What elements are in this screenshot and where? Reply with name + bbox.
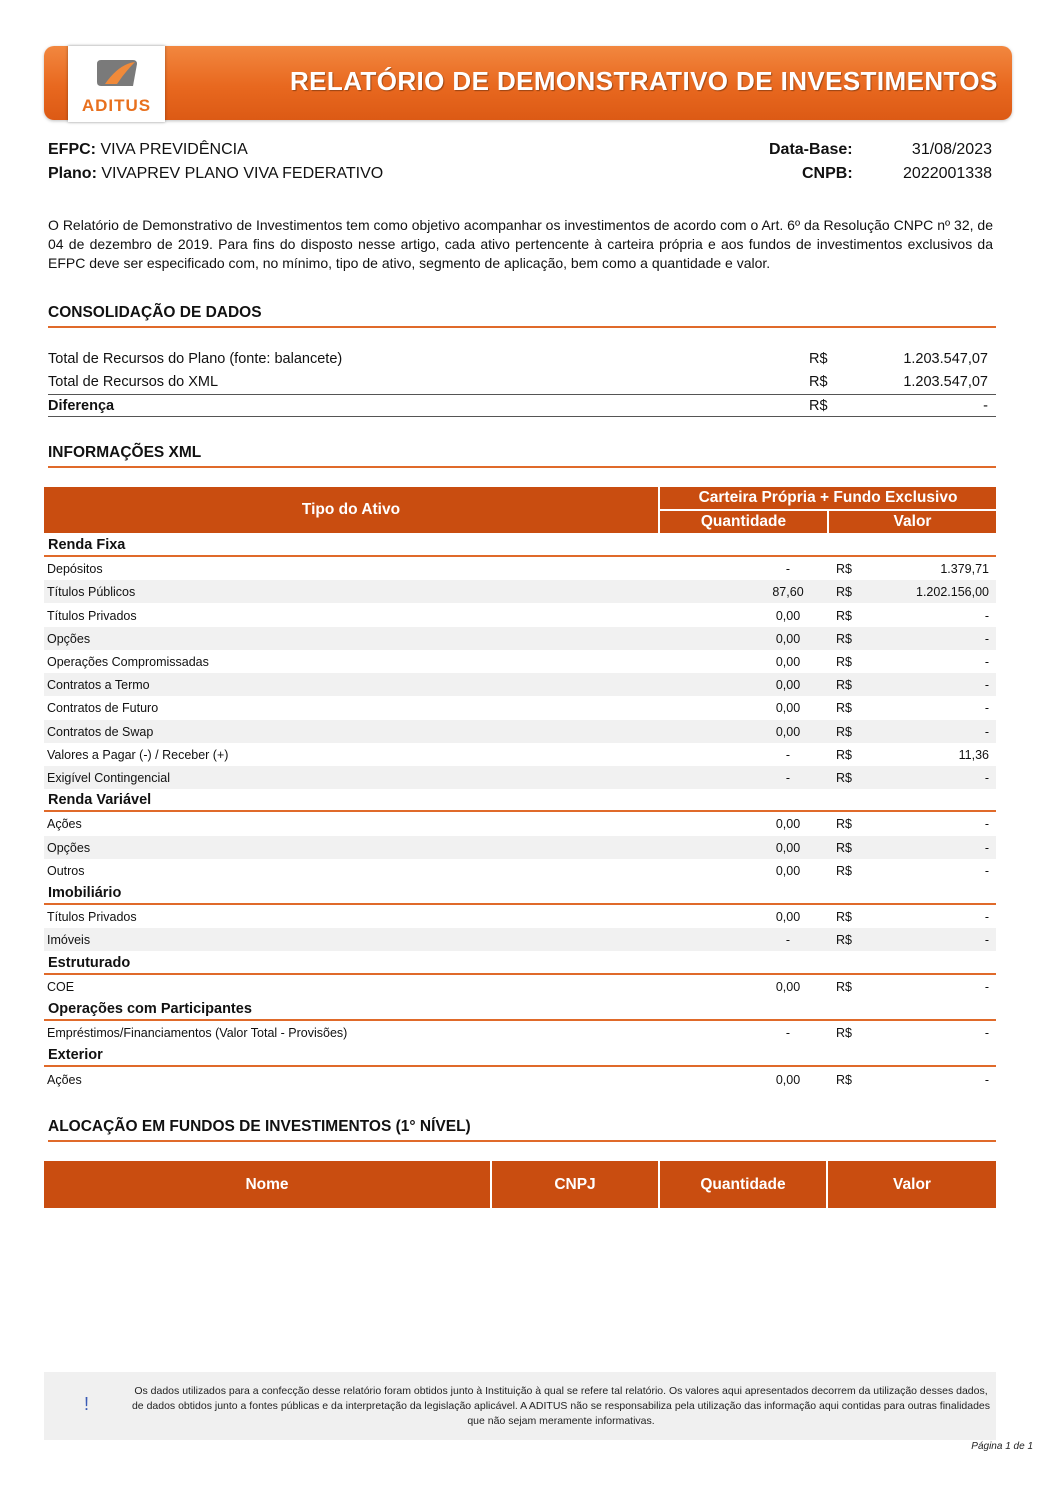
- logo-icon: [95, 56, 139, 90]
- table-row: [44, 812, 996, 835]
- th-nome: Nome: [44, 1161, 490, 1208]
- cell-qtd: 87,60: [772, 585, 804, 600]
- cell-valor: 11,36: [958, 747, 989, 762]
- cell-tipo: Exigível Contingencial: [47, 771, 170, 785]
- cons-row-diferenca: Diferença R$ -: [48, 394, 996, 417]
- table-row: [44, 1021, 996, 1044]
- cell-qtd: -: [785, 1026, 791, 1041]
- cell-tipo: Contratos a Termo: [47, 678, 150, 693]
- cell-valor: -: [984, 1072, 989, 1087]
- th-alocacao-quantidade: Quantidade: [660, 1161, 826, 1208]
- cell-qtd: -: [785, 933, 791, 948]
- cell-tipo: Opções: [47, 840, 91, 855]
- cell-cur: R$: [836, 724, 852, 739]
- cell-valor: -: [984, 910, 989, 925]
- cell-valor: -: [984, 655, 989, 669]
- database-value: 31/08/2023: [911, 141, 992, 158]
- table-row: [44, 859, 996, 882]
- cell-valor: -: [984, 771, 989, 785]
- cell-tipo: Contratos de Swap: [47, 724, 154, 739]
- cell-valor: -: [984, 631, 989, 646]
- th-quantidade: Quantidade: [660, 511, 827, 533]
- cell-qtd: 0,00: [775, 701, 801, 716]
- cell-valor: -: [984, 863, 989, 878]
- cell-cur: R$: [836, 631, 852, 646]
- cell-qtd: 0,00: [775, 1072, 801, 1087]
- th-cnpj: CNPJ: [492, 1161, 658, 1208]
- table-row: [44, 650, 996, 673]
- cell-tipo: Imóveis: [47, 933, 91, 948]
- th-valor: Valor: [829, 511, 996, 533]
- cell-cur: R$: [836, 678, 852, 693]
- disclaimer-box: [44, 1372, 996, 1440]
- cell-tipo: Operações Compromissadas: [47, 655, 209, 669]
- category-header: Exterior: [44, 1044, 996, 1067]
- cell-tipo: Títulos Privados: [47, 608, 137, 623]
- intro-paragraph: O Relatório de Demonstrativo de Investimentos tem como objetivo acompanhar os investimentos de acordo com o Art. 6º da Resolução CNPC nº 32, de 04 de dezembro de 2019. Para fins do disposto nesse artigo, cada ativo pertencente à carteira própria e aos fundos de investimentos exclusivos da EFPC deve ser especificado com, no mínimo, tipo de ativo, segmento de aplicação, bem como a quantidade e valor.: [48, 217, 993, 271]
- page-number: Página 1 de 1: [971, 1441, 1033, 1452]
- category-header: Operações com Participantes: [44, 998, 996, 1021]
- cell-tipo: Títulos Privados: [47, 910, 137, 925]
- cell-valor: -: [984, 678, 989, 693]
- cons-row: Total de Recursos do XML R$ 1.203.547,07: [48, 374, 988, 390]
- th-alocacao-valor: Valor: [828, 1161, 996, 1208]
- cell-cur: R$: [836, 608, 852, 623]
- cell-cur: R$: [836, 979, 852, 994]
- section-alocacao-title: ALOCAÇÃO EM FUNDOS DE INVESTIMENTOS (1° NÍVEL): [48, 1118, 996, 1142]
- cell-cur: R$: [836, 747, 852, 762]
- category-header: Renda Fixa: [44, 534, 996, 557]
- table-row: [44, 673, 996, 696]
- cell-qtd: 0,00: [775, 863, 801, 878]
- cell-tipo: Contratos de Futuro: [47, 701, 159, 716]
- efpc-value: VIVA PREVIDÊNCIA: [100, 141, 248, 158]
- cell-tipo: Opções: [47, 631, 91, 646]
- cell-tipo: Depósitos: [47, 562, 103, 577]
- cell-cur: R$: [836, 933, 852, 948]
- cell-valor: -: [984, 979, 989, 994]
- cell-cur: R$: [836, 771, 852, 785]
- cell-valor: 1.379,71: [940, 562, 989, 577]
- database-label: Data-Base:: [769, 141, 853, 158]
- cnpb-label: CNPB:: [802, 165, 853, 182]
- cell-cur: R$: [836, 863, 852, 878]
- cell-qtd: 0,00: [775, 817, 801, 832]
- cell-valor: -: [984, 933, 989, 948]
- cell-qtd: 0,00: [775, 840, 801, 855]
- aditus-logo: [68, 46, 165, 122]
- category-header: Estruturado: [44, 952, 996, 975]
- category-header: Renda Variável: [44, 789, 996, 812]
- cell-qtd: 0,00: [775, 608, 801, 623]
- cell-qtd: 0,00: [775, 678, 801, 693]
- cell-tipo: Outros: [47, 863, 85, 878]
- disclaimer-text: Os dados utilizados para a confecção desse relatório foram obtidos junto à Instituição à qual se refere tal relatório. Os valores aqui apresentados decorrem da utilização desses dados, de dados obtidos junto a fontes públicas e da interpretação da legislação aplicável. A ADITUS não se responsabiliza pela utilização das informação aqui contidas para outras finalidades que não sejam meramente informativas.: [131, 1385, 991, 1427]
- cell-cur: R$: [836, 1026, 852, 1041]
- cell-valor: 1.202.156,00: [916, 585, 989, 600]
- plano-line: [48, 165, 383, 183]
- cell-cur: R$: [836, 817, 852, 832]
- table-row: [44, 696, 996, 719]
- table-row: [44, 766, 996, 789]
- cell-tipo: Ações: [47, 1072, 82, 1087]
- report-title: RELATÓRIO DE DEMONSTRATIVO DE INVESTIMENTOS: [290, 66, 998, 96]
- efpc-line: [48, 141, 248, 159]
- cell-valor: -: [984, 1026, 989, 1041]
- table-row: [44, 720, 996, 743]
- cell-cur: R$: [836, 655, 852, 669]
- plano-label: Plano:: [48, 165, 97, 182]
- category-header: Imobiliário: [44, 882, 996, 905]
- cell-qtd: 0,00: [775, 655, 801, 669]
- cell-qtd: -: [785, 562, 791, 577]
- th-carteira-group: Carteira Própria + Fundo Exclusivo: [660, 487, 996, 509]
- section-consolidacao-title: CONSOLIDAÇÃO DE DADOS: [48, 304, 996, 328]
- cell-tipo: Ações: [47, 817, 82, 832]
- cell-cur: R$: [836, 701, 852, 716]
- table-row: [44, 627, 996, 650]
- cell-tipo: Valores a Pagar (-) / Receber (+): [47, 747, 229, 762]
- cell-qtd: 0,00: [775, 979, 801, 994]
- section-xml-title: INFORMAÇÕES XML: [48, 444, 996, 468]
- table-row: [44, 1068, 996, 1091]
- cell-qtd: -: [785, 747, 791, 762]
- plano-value: VIVAPREV PLANO VIVA FEDERATIVO: [101, 165, 384, 182]
- table-row: [44, 580, 996, 603]
- cell-cur: R$: [836, 585, 852, 600]
- cell-cur: R$: [836, 910, 852, 925]
- cell-qtd: 0,00: [775, 631, 801, 646]
- table-row: [44, 928, 996, 951]
- th-tipo-ativo: Tipo do Ativo: [44, 487, 658, 533]
- table-row: [44, 905, 996, 928]
- cell-cur: R$: [836, 1072, 852, 1087]
- table-row: [44, 836, 996, 859]
- table-row: [44, 557, 996, 580]
- cell-valor: -: [984, 817, 989, 832]
- cell-cur: R$: [836, 562, 852, 577]
- cell-valor: -: [984, 840, 989, 855]
- cell-valor: -: [984, 701, 989, 716]
- cell-tipo: Títulos Públicos: [47, 585, 136, 600]
- report-header: [44, 46, 1012, 120]
- cell-cur: R$: [836, 840, 852, 855]
- cnpb-value: 2022001338: [903, 165, 992, 182]
- cell-qtd: 0,00: [775, 724, 801, 739]
- table-row: [44, 743, 996, 766]
- cell-qtd: -: [785, 771, 791, 785]
- table-row: [44, 975, 996, 998]
- table-row: [44, 604, 996, 627]
- warning-icon: !: [84, 1394, 90, 1414]
- cell-tipo: Empréstimos/Financiamentos (Valor Total - Provisões): [47, 1026, 348, 1041]
- logo-text: ADITUS: [81, 96, 152, 115]
- efpc-label: EFPC:: [48, 141, 96, 158]
- cell-valor: -: [984, 608, 989, 623]
- cons-row: Total de Recursos do Plano (fonte: balancete) R$ 1.203.547,07: [48, 351, 988, 367]
- cell-qtd: 0,00: [775, 910, 801, 925]
- cell-tipo: COE: [47, 979, 75, 994]
- cell-valor: -: [984, 724, 989, 739]
